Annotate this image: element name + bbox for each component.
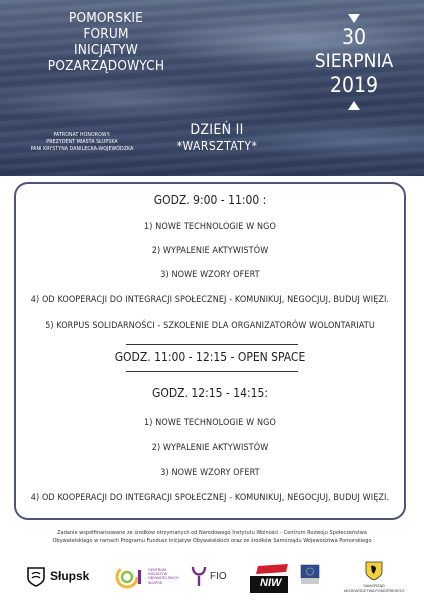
block1-heading: GODZ. 9:00 - 11:00 : bbox=[153, 193, 267, 207]
cio-line-1: CENTRUM bbox=[148, 568, 166, 572]
patronat-label: PATRONAT HONOROWY: bbox=[53, 132, 111, 138]
header-banner bbox=[0, 0, 424, 176]
date-year: 2019 bbox=[329, 73, 379, 97]
block1-item-4: 4) OD KOOPERACJI DO INTEGRACJI SPOŁECZNEJ - KOMUNIKUJ, NEGOCJUJ, BUDUJ WIĘZI. bbox=[30, 295, 390, 305]
samorzad-logo bbox=[336, 560, 412, 598]
patronat-person: PANI KRYSTYNA DANILECKA-WOJEWÓDZKA bbox=[30, 146, 134, 152]
niw-logo bbox=[248, 562, 290, 594]
fio-logo bbox=[190, 564, 240, 592]
date-month: SIERPNIA bbox=[314, 50, 394, 72]
cio-mark-icon bbox=[114, 564, 144, 590]
cio-line-3: OBYWATELSKICH bbox=[148, 576, 179, 581]
event-date bbox=[304, 14, 404, 110]
divider-top bbox=[126, 344, 298, 345]
sponsor-logos bbox=[0, 556, 424, 600]
flag-icon bbox=[300, 564, 320, 586]
forum-title-line-4: POZARZĄDOWYCH bbox=[47, 58, 165, 74]
funding-line-2: Obywatelskiego w ramach Programu Fundusz Inicjatyw Obywatelskich oraz ze środków Samorządu Województwa Pomorskiego bbox=[52, 537, 372, 544]
open-space-slot: GODZ. 11:00 - 12:15 - OPEN SPACE bbox=[114, 350, 306, 364]
honorary-patronage bbox=[18, 132, 146, 153]
patronat-office: PREZYDENT MIASTA SŁUPSKA bbox=[46, 139, 118, 145]
flag-logo bbox=[300, 564, 320, 586]
forum-title-line-1: POMORSKIE bbox=[68, 10, 144, 26]
forum-title-line-3: INICJATYW bbox=[74, 42, 138, 58]
block1-item-2: 2) WYPALENIE AKTYWISTÓW bbox=[151, 246, 269, 256]
slupsk-crest-icon bbox=[26, 566, 46, 588]
day-subtitle: *WARSZTATY* bbox=[176, 139, 258, 153]
block2-item-3: 3) NOWE WZORY OFERT bbox=[160, 468, 260, 478]
slupsk-name: Słupsk bbox=[50, 569, 90, 583]
cio-line-2: INICJATYW bbox=[148, 572, 168, 577]
block2-heading: GODZ. 12:15 - 14:15: bbox=[151, 386, 269, 400]
samorzad-line-1: SAMORZĄD bbox=[363, 584, 385, 588]
day-label bbox=[162, 122, 272, 153]
samorzad-caption bbox=[336, 584, 412, 593]
block2-item-4: 4) OD KOOPERACJI DO INTEGRACJI SPOŁECZNEJ - KOMUNIKUJ, NEGOCJUJ, BUDUJ WIĘZI. bbox=[30, 493, 390, 503]
samorzad-line-2: WOJEWÓDZTWA POMORSKIEGO bbox=[343, 588, 405, 593]
forum-title-line-2: FORUM bbox=[83, 26, 129, 42]
pomorskie-crest-icon bbox=[364, 560, 384, 582]
cio-caption bbox=[148, 568, 179, 585]
funding-note bbox=[20, 530, 404, 545]
funding-line-1: Zadanie współfinansowane ze środków otrzymanych od Narodowego Instytutu Wolności - Centrum Rozwoju Społeczeństwa bbox=[57, 530, 367, 536]
fio-name: FIO bbox=[210, 571, 227, 582]
slupsk-logo bbox=[26, 564, 104, 592]
day-title: DZIEŃ II bbox=[190, 122, 244, 138]
block1-item-1: 1) NOWE TECHNOLOGIE W NGO bbox=[144, 222, 276, 232]
block2-item-2: 2) WYPALENIE AKTYWISTÓW bbox=[151, 443, 269, 453]
fio-mark-icon bbox=[190, 564, 208, 588]
cio-line-4: SŁUPSK bbox=[148, 580, 163, 585]
block1-item-3: 3) NOWE WZORY OFERT bbox=[160, 270, 260, 280]
block1-item-5: 5) KORPUS SOLIDARNOŚCI - SZKOLENIE DLA ORGANIZATORÓW WOLONTARIATU bbox=[45, 321, 375, 331]
block2-item-1: 1) NOWE TECHNOLOGIE W NGO bbox=[144, 418, 276, 428]
cio-logo bbox=[114, 564, 180, 594]
forum-title bbox=[36, 10, 176, 74]
triangle-up-icon bbox=[348, 101, 360, 110]
triangle-down-icon bbox=[348, 14, 360, 23]
schedule-card bbox=[14, 182, 406, 520]
divider-bottom bbox=[126, 371, 298, 372]
date-day: 30 bbox=[341, 25, 367, 49]
niw-name: NIW bbox=[260, 577, 282, 589]
